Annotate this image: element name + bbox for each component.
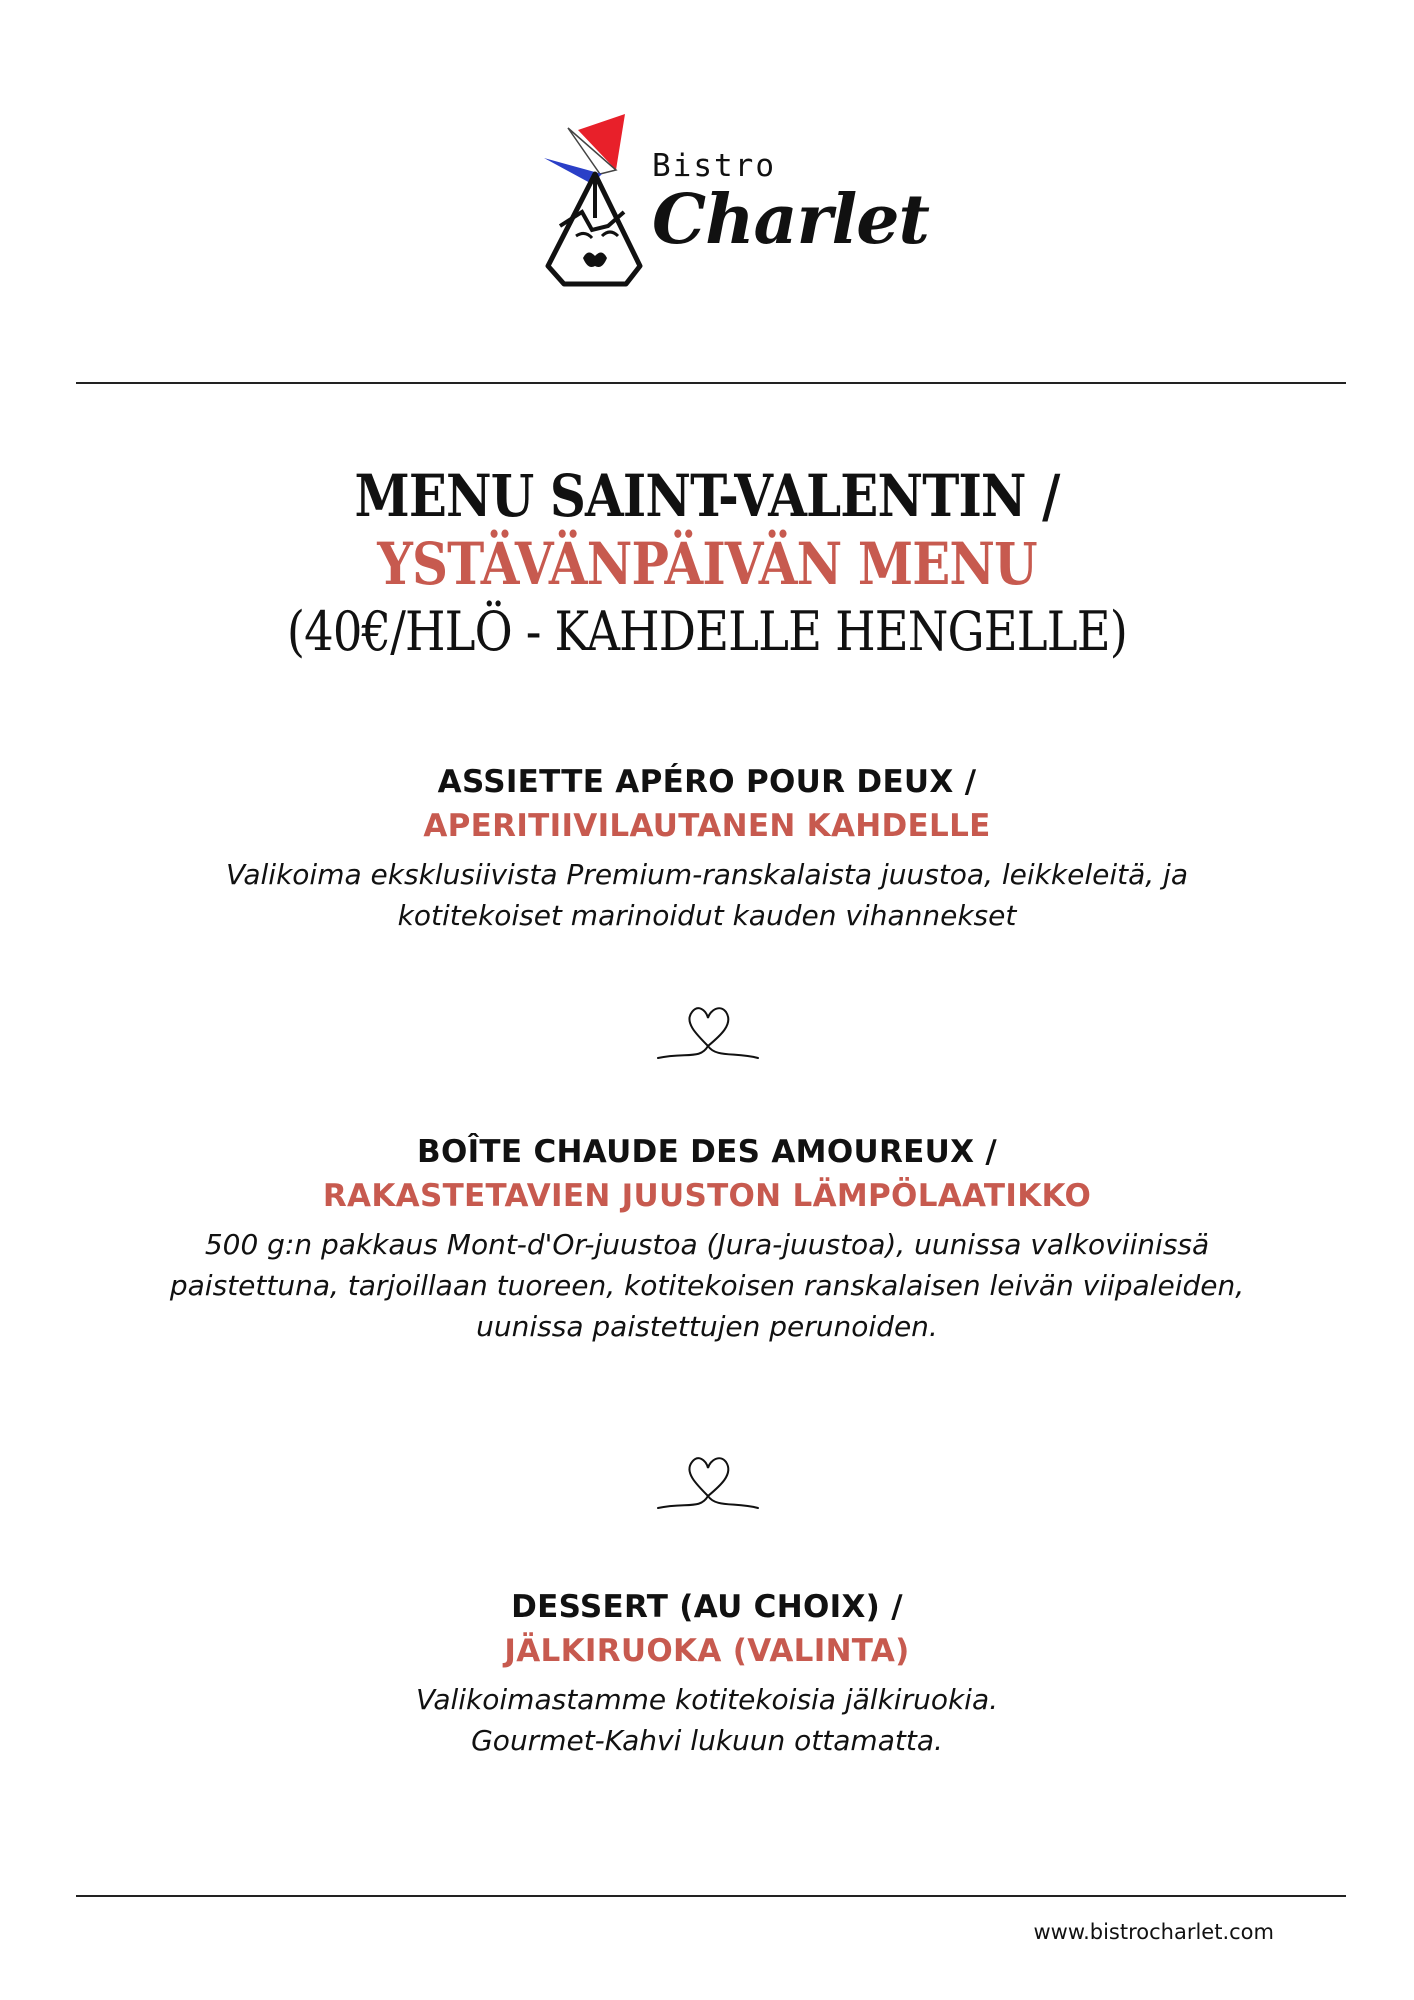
menu-title	[0, 462, 1414, 666]
course-description-line: Gourmet-Kahvi lukuun ottamatta.	[471, 1724, 943, 1757]
course-description-line: uunissa paistettujen perunoiden.	[476, 1310, 938, 1343]
course-appetizer	[0, 760, 1414, 936]
heart-divider-icon	[656, 1000, 760, 1070]
course-title-finnish: APERITIIVILAUTANEN KAHDELLE	[423, 808, 991, 844]
bottom-divider	[76, 1895, 1346, 1897]
course-dessert	[0, 1585, 1414, 1761]
logo-charlet-text: Charlet	[652, 180, 929, 260]
course-description-line: 500 g:n pakkaus Mont-d'Or-juustoa (Jura-juustoa), uunissa valkoviinissä	[204, 1228, 1210, 1261]
course-title-french: DESSERT (AU CHOIX) /	[511, 1589, 903, 1625]
logo-mark-icon	[540, 108, 650, 298]
course-title-finnish: RAKASTETAVIEN JUUSTON LÄMPÖLAATIKKO	[322, 1178, 1092, 1214]
course-description-line: Valikoimastamme kotitekoisia jälkiruokia.	[415, 1683, 999, 1716]
website-link[interactable]: www.bistrocharlet.com	[1033, 1920, 1274, 1944]
logo-bistro-text: Bistro	[652, 148, 776, 184]
course-description	[0, 1679, 1414, 1761]
course-title-french: ASSIETTE APÉRO POUR DEUX /	[437, 764, 977, 800]
top-divider	[76, 382, 1346, 384]
course-description	[0, 854, 1414, 936]
title-finnish: YSTÄVÄNPÄIVÄN MENU	[377, 530, 1037, 598]
logo	[540, 108, 929, 298]
course-description-line: Valikoima eksklusiivista Premium-ranskalaista juustoa, leikkeleitä, ja	[226, 858, 1188, 891]
title-french: MENU SAINT-VALENTIN /	[354, 462, 1060, 530]
course-title-finnish: JÄLKIRUOKA (VALINTA)	[504, 1633, 910, 1669]
course-description	[0, 1224, 1414, 1347]
title-price: (40€/HLÖ - KAHDELLE HENGELLE)	[286, 600, 1128, 663]
course-description-line: kotitekoiset marinoidut kauden vihannekset	[397, 899, 1017, 932]
course-title-french: BOÎTE CHAUDE DES AMOUREUX /	[417, 1134, 997, 1170]
course-main	[0, 1130, 1414, 1347]
course-description-line: paistettuna, tarjoillaan tuoreen, kotitekoisen ranskalaisen leivän viipaleiden,	[169, 1269, 1245, 1302]
heart-divider-icon	[656, 1450, 760, 1520]
